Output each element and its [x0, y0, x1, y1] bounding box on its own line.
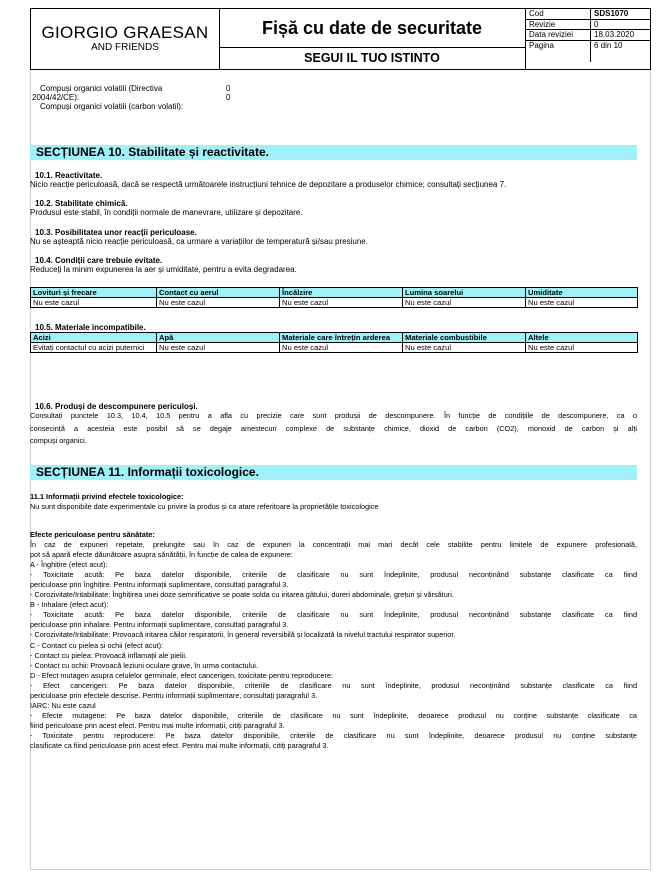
table-header-cell: Lumina soarelui [403, 288, 526, 298]
meta-row-revision: Revizie 0 [526, 20, 650, 31]
health-effects-line: - Contact cu ochii: Provoacă leziuni oculare grave, în urma contactului. [30, 660, 258, 670]
health-effects-line: IARC: Nu este cazul [30, 700, 96, 710]
health-effects-line: D - Efect mutagen asupra celulelor germinale, efect cancerigen, toxicitate pentru reproducere: [30, 670, 333, 680]
health-effects-line: - Corozivitate/Iritabilitate: Provoacă iritarea căilor respiratorii, în general reversibilă și localizată la nivelul tractului respirator superior. [30, 630, 456, 640]
s10-1-title: 10.1. Reactivitate. [35, 171, 103, 180]
s10-3-text: Nu se așteaptă nicio reacție periculoasă, ca urmare a variațiilor de temperatură și/sau presiune. [30, 237, 368, 246]
meta-row-code: Cod SDS1070 [526, 9, 650, 20]
meta-row-revision-date: Data reviziei 18.03.2020 [526, 30, 650, 41]
s10-4-text: Reduceți la minim expunerea la aer și umiditate, pentru a evita degradarea. [30, 265, 297, 274]
health-effects-line: - Efecte mutagene: Pe baza datelor disponibile, criteriile de clasificare nu sunt îndeplinite, deoarece produsul nu conține substanțe clasificate ca [30, 710, 637, 720]
s10-2-text: Produsul este stabil, în condiții normale de manevrare, utilizare și depozitare. [30, 208, 303, 217]
s10-2-title: 10.2. Stabilitate chimică. [35, 199, 128, 208]
document-header [30, 8, 651, 70]
incompatible-materials-table [30, 332, 638, 353]
table-cell: Nu este cazul [157, 343, 280, 353]
health-effects-line: periculoase prin înghițire. Pentru informații suplimentare, consultați paragraful 3. [30, 580, 289, 590]
table-header-cell: Acizi [31, 333, 157, 343]
health-effects-line: - Toxicitate acută: Pe baza datelor disponibile, criteriile de clasificare nu sunt îndeplinite, produsul neconținând substanțe clasificate ca fiind [30, 570, 637, 580]
table-cell: Evitați contactul cu acizi puternici [31, 343, 157, 353]
s10-3-title: 10.3. Posibilitatea unor reacții periculoase. [35, 228, 197, 237]
health-effects-line: clasificate ca fiind periculoase prin acest efect. Pentru mai multe informații, citiți paragraful 3. [30, 741, 329, 750]
health-effects-line: pot să apară efecte dăunătoare asupra sănătății, în funcție de calea de expunere: [30, 550, 293, 560]
table-cell: Nu este cazul [31, 298, 157, 308]
table-header-row [31, 288, 638, 298]
company-name: GIORGIO GRAESAN [41, 23, 209, 42]
health-effects-line: B - Inhalare (efect acut): [30, 600, 109, 610]
health-effects-line: - Efect cancerigen: Pe baza datelor disponibile, criteriile de clasificare nu sunt îndeplinite, produsul neconținând substanțe clasificate ca fiind [30, 680, 637, 690]
health-effects-line: - Toxicitate pentru reproducere: Pe baza datelor disponibile, criteriile de clasificare nu sunt îndeplinite, deoarece produsul nu conține substanțe [30, 730, 637, 740]
s10-4-title: 10.4. Condiții care trebuie evitate. [35, 256, 163, 265]
meta-row-page: Pagina 6 din 10 [526, 41, 650, 62]
health-effects-line: periculoase prin inhalare. Pentru informații suplimentare, consultați paragraful 3. [30, 620, 289, 630]
voc-value-1: 0 [226, 84, 231, 93]
document-meta [526, 9, 650, 62]
voc-label-2: 2004/42/CE): [32, 93, 80, 102]
table-row [31, 343, 638, 353]
voc-label-3: Compuși organici volatili (carbon volatil): [40, 102, 184, 111]
table-header-cell: Apă [157, 333, 280, 343]
health-effects-line: În caz de expuneri repetate, prelungite sau în caz de expuneri la concentrații mai mari decât cele stabilite pentru limitele de expunere profesională, [30, 540, 637, 549]
health-effects-line: - Toxicitate acută: Pe baza datelor disponibile, criteriile de clasificare nu sunt îndeplinite, produsul neconținând substanțe clasificate ca fiind [30, 610, 637, 620]
s11-1-text: Nu sunt disponibile date experimentale cu privire la produs și ca atare referitoare la proprietățile toxicologice [30, 502, 379, 511]
section-10-heading: SECȚIUNEA 10. Stabilitate și reactivitate. [30, 145, 637, 160]
table-cell: Nu este cazul [403, 343, 526, 353]
table-cell: Nu este cazul [157, 298, 280, 308]
table-header-cell: Umiditate [526, 288, 638, 298]
s10-1-text: Nicio reacție periculoasă, dacă se respectă următoarele instrucțiuni tehnice de depozitare a produselor chimice; consultați secțiunea 7. [30, 180, 507, 189]
health-effects-line: A - Înghițire (efect acut): [30, 560, 108, 570]
s10-5-title: 10.5. Materiale incompatibile. [35, 323, 146, 332]
table-header-cell: Contact cu aerul [157, 288, 280, 298]
table-header-cell: Materiale care întrețin arderea [280, 333, 403, 343]
table-header-cell: Materiale combustibile [403, 333, 526, 343]
table-header-cell: Încălzire [280, 288, 403, 298]
voc-value-2: 0 [226, 93, 231, 102]
table-header-row [31, 333, 638, 343]
health-effects-line: - Corozivitate/Iritabilitate: Înghițirea unei doze semnificative se poate solda cu iritarea gâtului, dureri abdominale, grețuri și vărsături. [30, 590, 454, 600]
s10-6-title: 10.6. Produși de descompunere periculoși. [35, 402, 198, 411]
health-effects-line: fiind periculoase prin acest efect. Pentru mai multe informații, citiți paragraful 3. [30, 720, 285, 730]
effects-title: Efecte periculoase pentru sănătate: [30, 530, 155, 539]
table-cell: Nu este cazul [526, 298, 638, 308]
s11-1-title: 11.1 Informații privind efectele toxicologice: [30, 492, 184, 501]
table-cell: Nu este cazul [403, 298, 526, 308]
voc-label-1: Compuși organici volatili (Directiva [40, 84, 163, 93]
table-cell: Nu este cazul [280, 298, 403, 308]
health-effects-line: - Contact cu pielea: Provoacă inflamații ale pielii. [30, 650, 187, 660]
s10-6-line-1: Consultați punctele 10.3, 10.4, 10.5 pentru a afla cu precizie care sunt produșii de descompunere. În funcție de condițiile de descompunere, ca o [30, 411, 637, 420]
table-cell: Nu este cazul [280, 343, 403, 353]
table-header-cell: Altele [526, 333, 638, 343]
health-effects-line: periculoase prin efectele descrise. Pentru informații suplimentare, consultați paragraful 3. [30, 690, 318, 700]
table-header-cell: Lovituri și frecare [31, 288, 157, 298]
table-row [31, 298, 638, 308]
conditions-table [30, 287, 638, 308]
document-title: Fișă cu date de securitate [219, 9, 526, 48]
table-cell: Nu este cazul [526, 343, 638, 353]
company-subtitle: AND FRIENDS [91, 42, 159, 53]
section-11-heading: SECȚIUNEA 11. Informații toxicologice. [30, 465, 637, 480]
s10-6-line-2: consecință a acesteia este posibil să se degaje amestecuri complexe de substanțe chimice, dioxid de carbon (CO2), monoxid de carbon și alți [30, 424, 637, 433]
s10-6-line-3: compuși organici. [30, 436, 87, 445]
product-name: SEGUI IL TUO ISTINTO [219, 47, 526, 69]
health-effects-line: C - Contact cu pielea și ochii (efect acut): [30, 640, 164, 650]
company-logo-block [31, 9, 220, 69]
